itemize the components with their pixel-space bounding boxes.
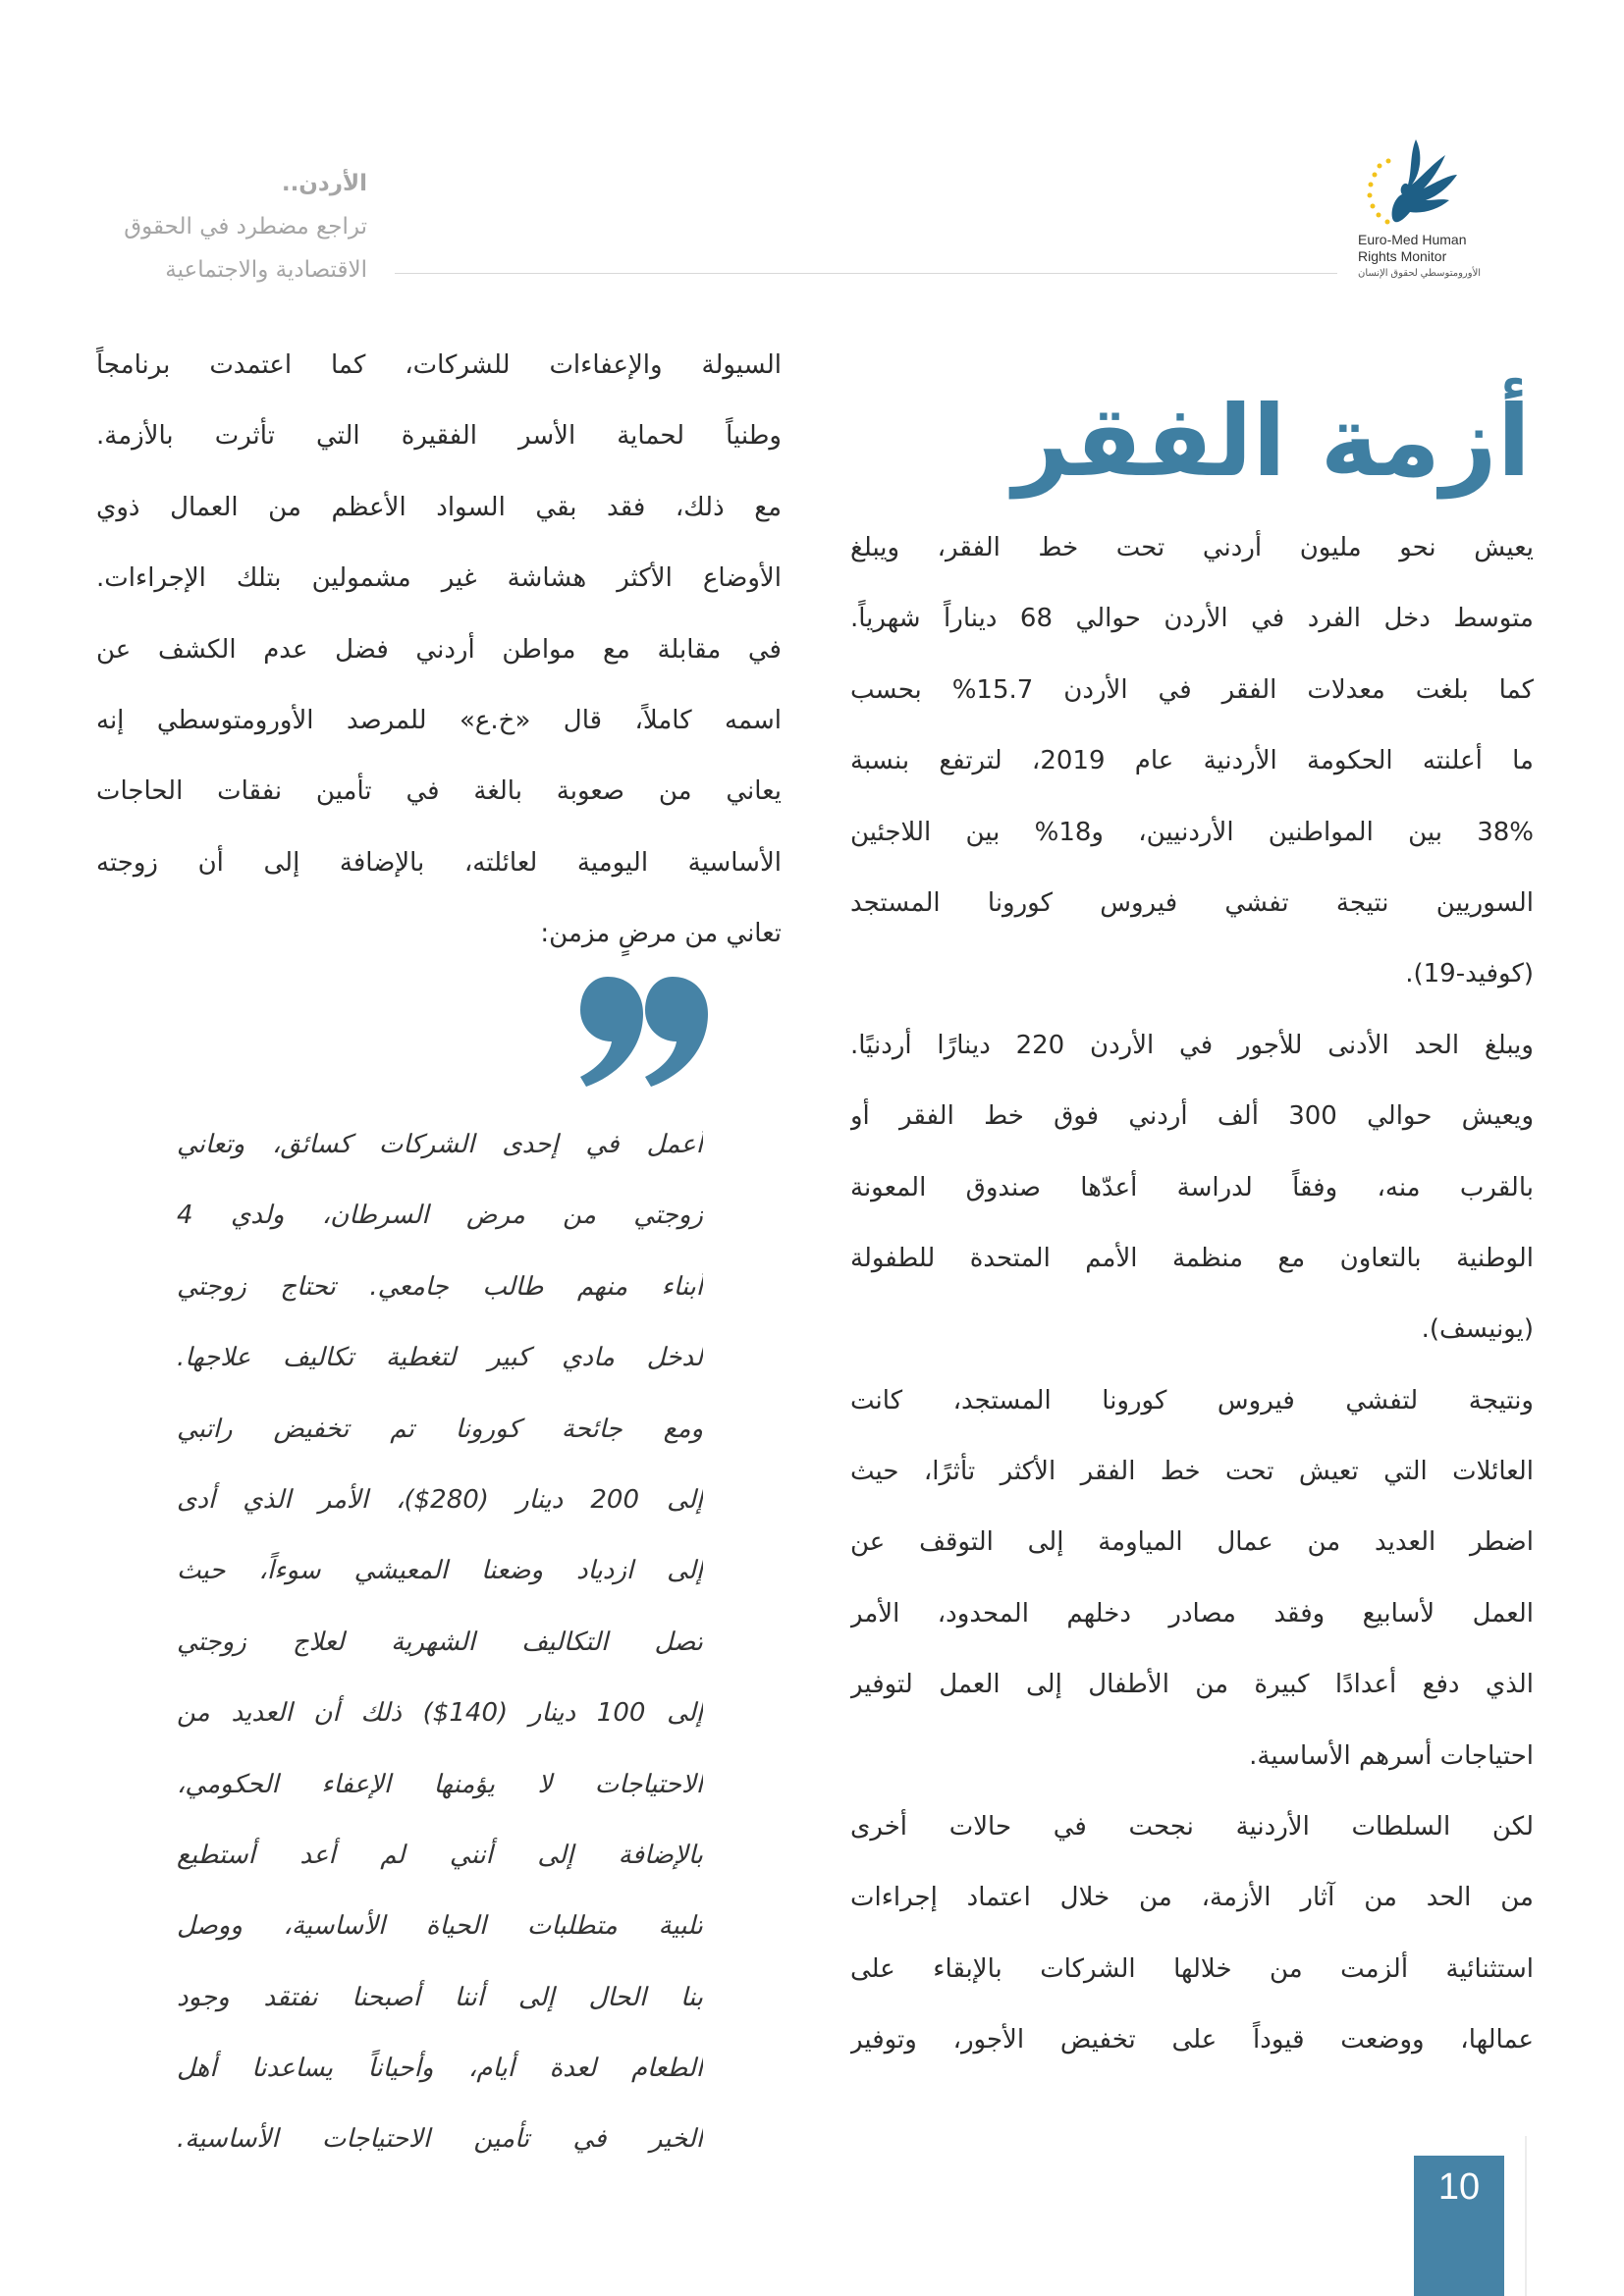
- paragraph-line: الوطنية بالتعاون مع منظمة الأمم المتحدة للطفولة: [850, 1243, 1534, 1273]
- paragraph-line: ويبلغ الحد الأدنى للأجور في الأردن 220 دينارًا أردنيًا.: [850, 1030, 1534, 1060]
- paragraph-line: وطنياً لحماية الأسر الفقيرة التي تأثرت بالأزمة.: [96, 421, 782, 452]
- quote-mark-icon: [574, 977, 712, 1095]
- quote-line: أعمل في إحدى الشركات كسائق، وتعاني: [177, 1130, 703, 1159]
- left-column: [96, 330, 782, 970]
- logo-caption: [1358, 232, 1481, 282]
- quote-line: إلى 100 دينار (140$) ذلك أن العديد من: [177, 1698, 703, 1729]
- quote-line: لدخل مادي كبير لتغطية تكاليف علاجها.: [177, 1343, 703, 1373]
- right-column: [850, 512, 1534, 2076]
- paragraph-line: كما بلغت معدلات الفقر في الأردن 15.7% بحسب: [850, 674, 1534, 705]
- quote-line: بالإضافة إلى أنني لم أعد أستطيع: [177, 1840, 703, 1870]
- page-number: 10: [1414, 2156, 1504, 2296]
- logo-line-3: الأورومتوسطي لحقوق الإنسان: [1358, 268, 1482, 279]
- paragraph-line: استثنائية ألزمت من خلالها الشركات بالإبقاء على: [850, 1953, 1534, 1984]
- paragraph-line: اضطر العديد من عمال المياومة إلى التوقف عن: [850, 1527, 1534, 1558]
- paragraph-line: الأساسية اليومية لعائلته، بالإضافة إلى أن زوجته: [96, 847, 782, 878]
- paragraph-line: متوسط دخل الفرد في الأردن حوالي 68 ديناراً شهرياً.: [850, 604, 1534, 634]
- quote-line: إلى 200 دينار (280$)، الأمر الذي أدى: [177, 1484, 703, 1515]
- paragraph-line: 38% بين المواطنين الأردنيين، و18% بين اللاجئين: [850, 817, 1534, 847]
- quote-line: بنا الحال إلى أننا أصبحنا نفتقد وجود: [177, 1982, 703, 2012]
- running-header: [124, 162, 367, 292]
- margin-rule: [1525, 2136, 1527, 2296]
- paragraph-line: (يونيسف).: [1421, 1314, 1534, 1345]
- paragraph-line: مع ذلك، فقد بقي السواد الأعظم من العمال ذوي: [96, 492, 782, 522]
- paragraph-line: السوريين نتيجة تفشي فيروس كورونا المستجد: [850, 887, 1534, 918]
- quote-line: تصل التكاليف الشهرية لعلاج زوجتي: [177, 1627, 703, 1657]
- pull-quote: [177, 1109, 703, 2175]
- paragraph-line: يعاني من صعوبة بالغة في تأمين نفقات الحاجات: [96, 776, 782, 807]
- paragraph-line: تعاني من مرضٍ مزمن:: [540, 919, 782, 949]
- logo-line-2: Rights Monitor: [1358, 248, 1447, 264]
- quote-line: الاحتياجات لا يؤمنها الإعفاء الحكومي،: [177, 1769, 703, 1799]
- paragraph-line: ما أعلنته الحكومة الأردنية عام 2019، لترتفع بنسبة: [850, 746, 1534, 776]
- quote-line: الخير في تأمين الاحتياجات الأساسية.: [177, 2124, 703, 2155]
- quote-line: تلبية متطلبات الحياة الأساسية، ووصل: [177, 1911, 703, 1942]
- quote-line: إلى ازدياد وضعنا المعيشي سوءاً، حيث: [177, 1556, 703, 1586]
- paragraph-line: يعيش نحو مليون أردني تحت خط الفقر، ويبلغ: [850, 533, 1534, 562]
- paragraph-line: اسمه كاملاً، قال «خ.ع» للمرصد الأورومتوسطي إنه: [96, 705, 782, 735]
- paragraph-line: العائلات التي تعيش تحت خط الفقر الأكثر تأثرًا، حيث: [850, 1457, 1534, 1487]
- paragraph-line: السيولة والإعفاءات للشركات، كما اعتمدت برنامجاً: [96, 350, 782, 380]
- header-title: الأردن..: [281, 171, 367, 196]
- header-subtitle-2: الاقتصادية والاجتماعية: [165, 257, 367, 283]
- paragraph-line: ونتيجة لتفشي فيروس كورونا المستجد، كانت: [850, 1385, 1534, 1415]
- header-divider: [395, 273, 1337, 274]
- paragraph-line: من الحد من آثار الأزمة، من خلال اعتماد إجراءات: [850, 1883, 1534, 1913]
- quote-line: ومع جائحة كورونا تم تخفيض راتبي: [177, 1414, 703, 1444]
- paragraph-line: لكن السلطات الأردنية نجحت في حالات أخرى: [850, 1812, 1534, 1842]
- paragraph-line: في مقابلة مع مواطن أردني فضل عدم الكشف عن: [96, 634, 782, 665]
- paragraph-line: العمل لأسابيع وفقد مصادر دخلهم المحدود، الأمر: [850, 1598, 1534, 1629]
- header-subtitle-1: تراجع مضطرد في الحقوق: [124, 214, 367, 240]
- quote-line: زوجتي من مرض السرطان، ولدي 4: [177, 1201, 703, 1231]
- article-title: أزمة الفقر: [1012, 384, 1531, 499]
- paragraph-line: بالقرب منه، وفقاً لدراسة أعدّها صندوق المعونة: [850, 1172, 1534, 1202]
- paragraph-line: الذي دفع أعدادًا كبيرة من الأطفال إلى العمل لتوفير: [850, 1670, 1534, 1700]
- quote-line: أبناء منهم طالب جامعي. تحتاج زوجتي: [177, 1271, 703, 1302]
- paragraph-line: (كوفيد-19).: [1405, 959, 1534, 989]
- paragraph-line: احتياجات أسرهم الأساسية.: [1249, 1740, 1534, 1771]
- paragraph-line: ويعيش حوالي 300 ألف أردني فوق خط الفقر أو: [850, 1101, 1534, 1132]
- paragraph-line: الأوضاع الأكثر هشاشة غير مشمولين بتلك الإجراءات.: [96, 563, 782, 594]
- dove-hand-icon: [1355, 135, 1492, 234]
- quote-line: الطعام لعدة أيام، وأحياناً يساعدنا أهل: [177, 2054, 703, 2084]
- logo-line-1: Euro-Med Human: [1358, 232, 1467, 247]
- paragraph-line: عمالها، ووضعت قيوداً على تخفيض الأجور، وتوفير: [850, 2025, 1534, 2056]
